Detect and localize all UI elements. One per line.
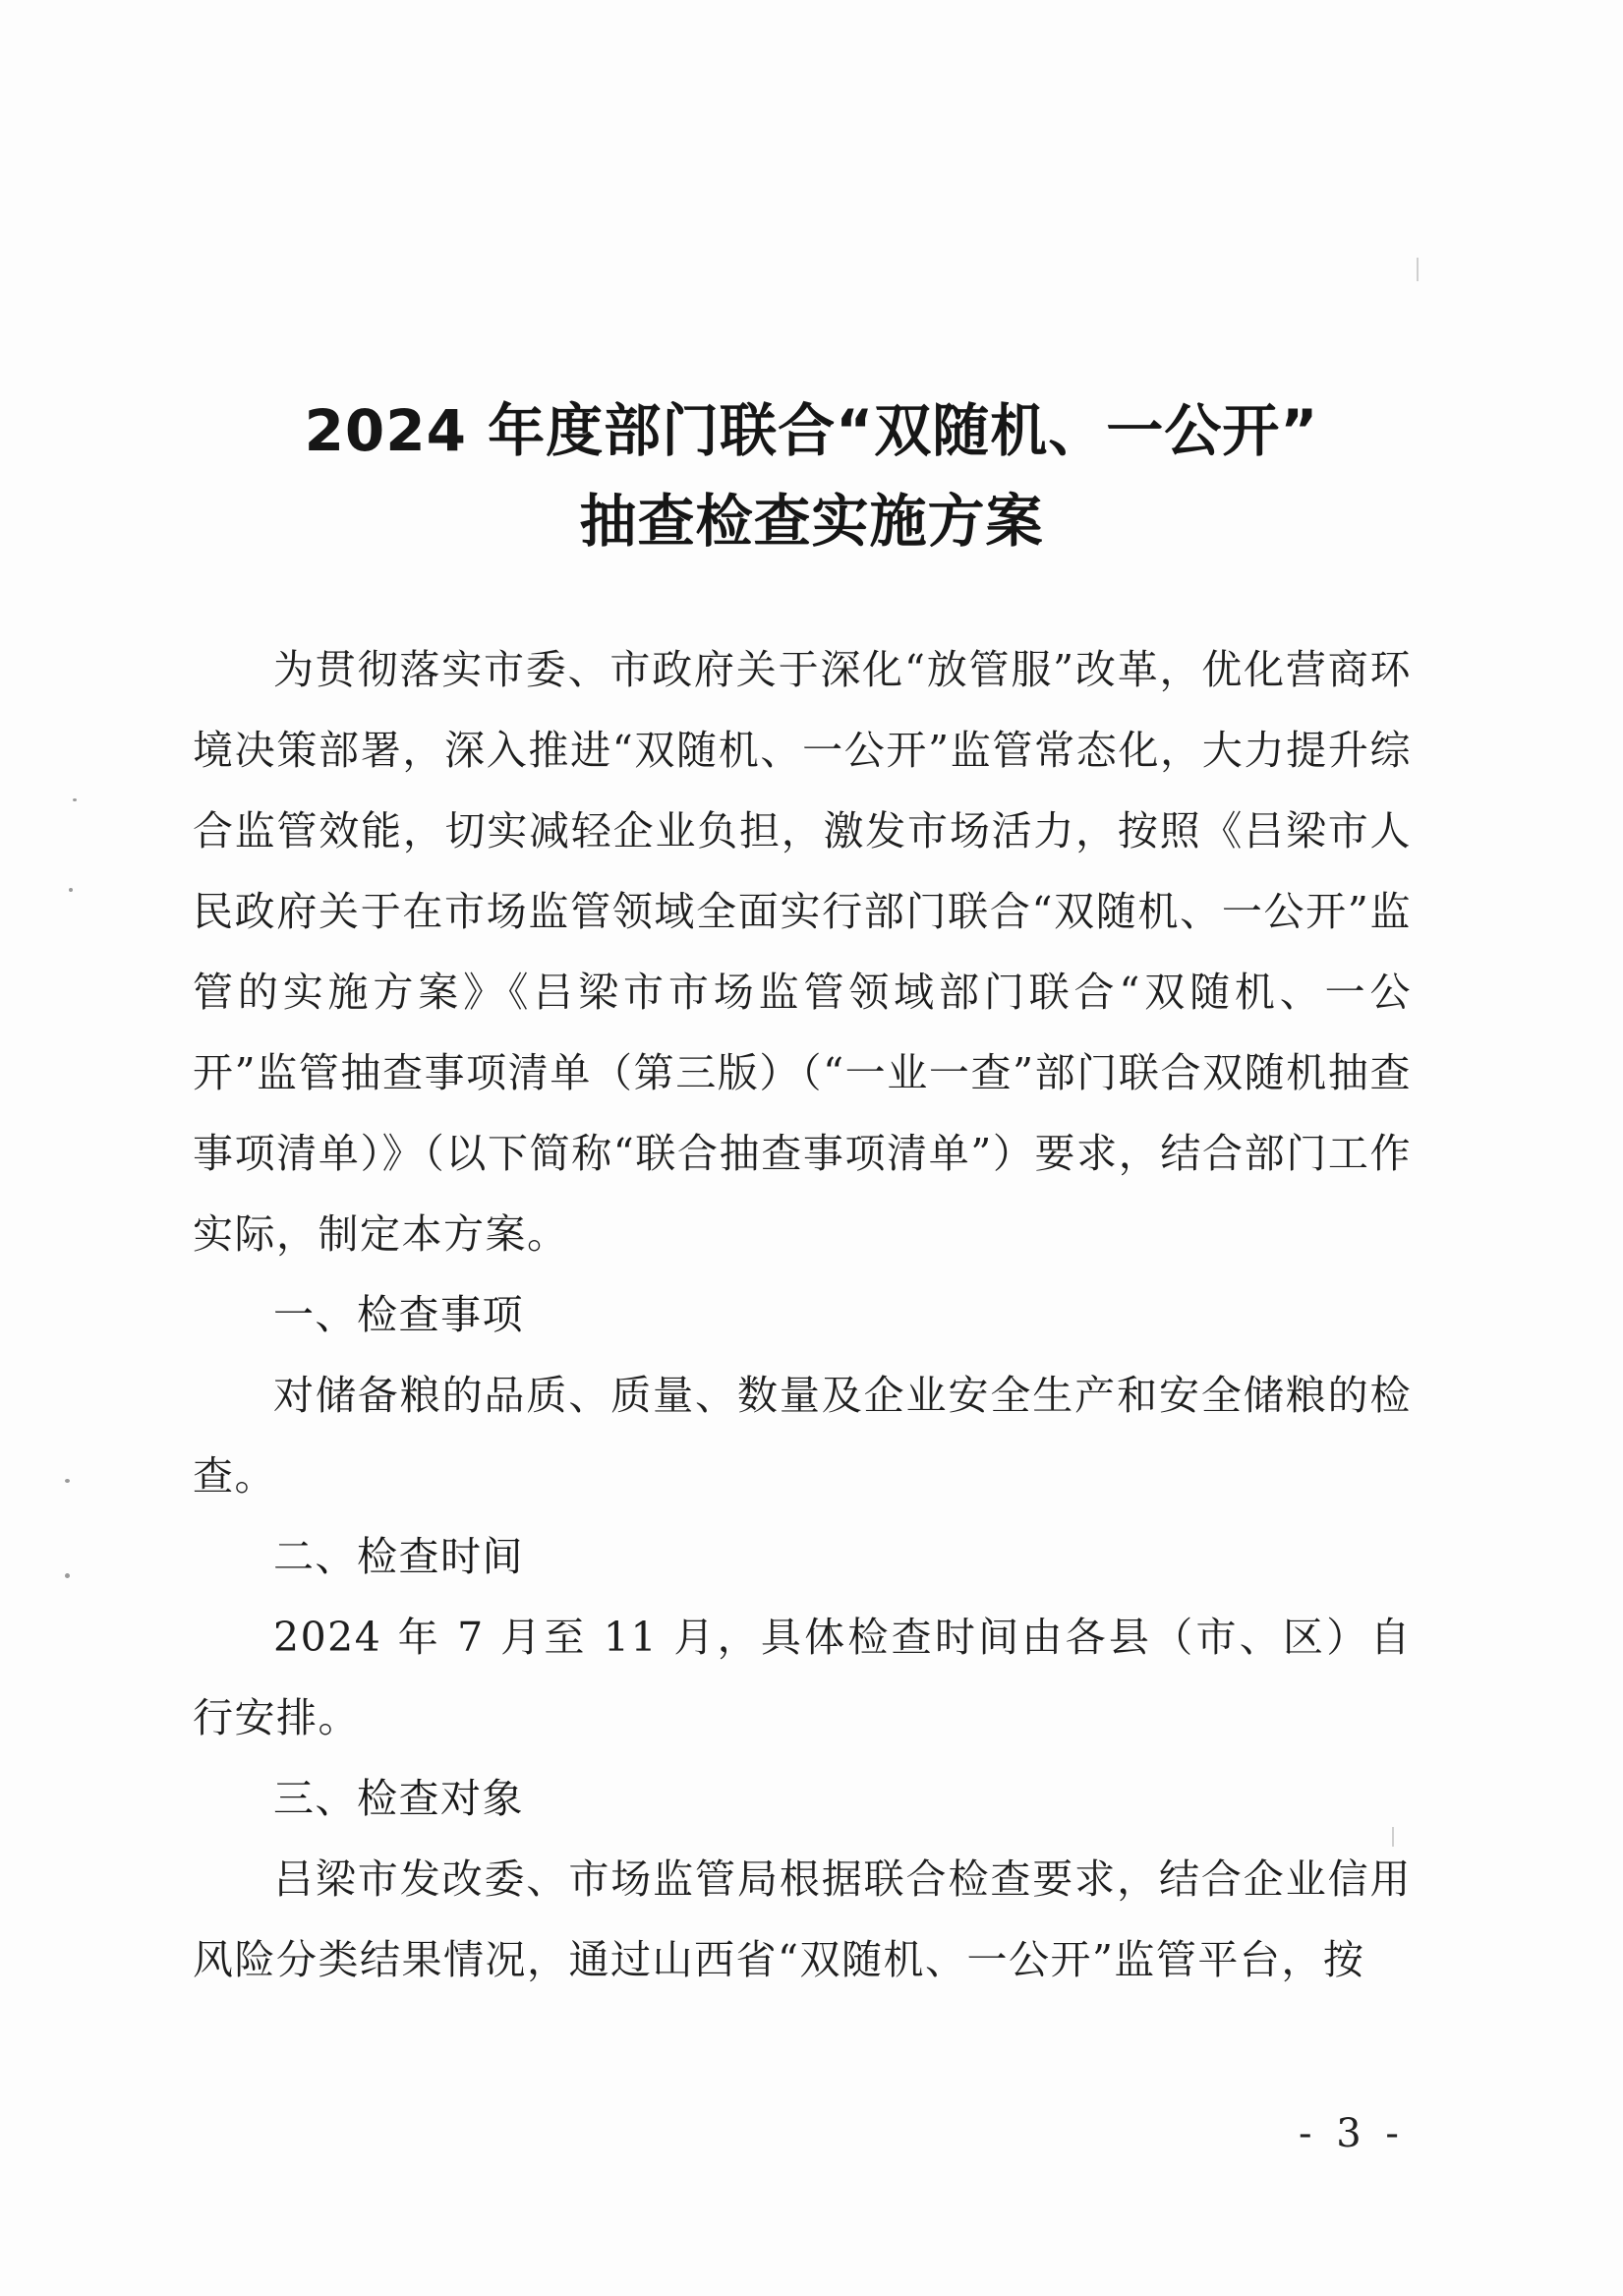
section-heading-inspection-targets: 三、检查对象	[273, 1775, 524, 1822]
scan-speck	[65, 1479, 70, 1483]
scan-speck	[73, 798, 77, 801]
section-heading-inspection-time: 二、检查时间	[273, 1533, 524, 1580]
section-heading-inspection-items: 一、检查事项	[273, 1291, 524, 1338]
title-line-1: 2024 年度部门联合“双随机、一公开”	[304, 397, 1319, 464]
section-text-inspection-time: 2024 年 7 月至 11 月，具体检查时间由各县（市、区）自行安排。	[193, 1614, 1412, 1741]
section-text-inspection-targets: 吕梁市发改委、市场监管局根据联合检查要求，结合企业信用风险分类结果情况，通过山西省“双随机、一公开”监管平台，按	[193, 1855, 1412, 1983]
document-body	[193, 629, 1412, 2000]
document-title	[0, 385, 1623, 566]
scan-edge-mark	[1417, 258, 1419, 281]
scan-speck	[65, 1573, 70, 1578]
page-number: - 3 -	[1299, 2111, 1405, 2156]
scan-speck	[69, 888, 73, 892]
section-text-inspection-items: 对储备粮的品质、质量、数量及企业安全生产和安全储粮的检查。	[193, 1372, 1412, 1500]
title-line-2: 抽查检查实施方案	[579, 488, 1044, 555]
intro-paragraph: 为贯彻落实市委、市政府关于深化“放管服”改革，优化营商环境决策部署，深入推进“双随机、一公开”监管常态化，大力提升综合监管效能，切实减轻企业负担，激发市场活力，按照《吕梁市人民政府关于在市场监管领域全面实行部门联合“双随机、一公开”监管的实施方案》《吕梁市市场监管领域部门联合“双随机、一公开”监管抽查事项清单（第三版）（“一业一查”部门联合双随机抽查事项清单）》（以下简称“联合抽查事项清单”）要求，结合部门工作实际，制定本方案。	[193, 646, 1412, 1258]
